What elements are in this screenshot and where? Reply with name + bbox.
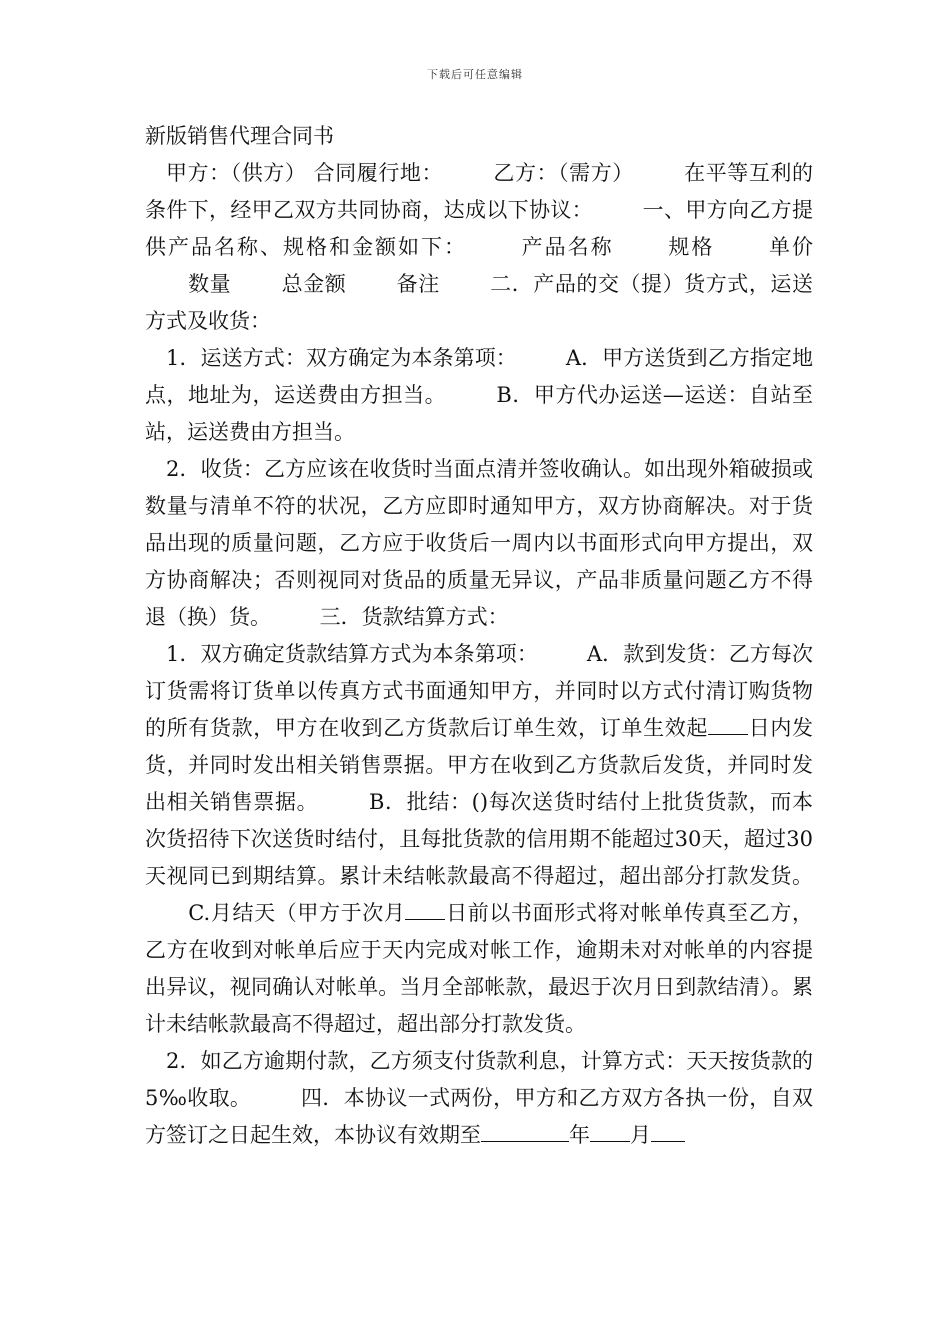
blank-statement-date [405, 918, 445, 920]
blank-valid-month [590, 1140, 630, 1142]
interest-text-part-1: 2．如乙方逾期付款，乙方须支付货款利息，计算方式：天天按货款的5‰收取。 四．本协议一式两份，甲方和乙方双方各执一份，自双方签订之日起生效，本协议有效期至 [145, 1049, 813, 1147]
paragraph-interest-term [145, 1043, 813, 1154]
interest-year-label: 年 [569, 1123, 590, 1147]
blank-delivery-days [708, 733, 748, 735]
paragraph-transport: 1．运送方式：双方确定为本条第项： A．甲方送货到乙方指定地点，地址为，运送费由方担当。 B．甲方代办运送—运送：自站至站，运送费由方担当。 [145, 346, 813, 444]
blank-valid-day [651, 1140, 685, 1142]
interest-month-label: 月 [630, 1123, 651, 1147]
payment-text-part-1: 1．双方确定货款结算方式为本条第项： A．款到发货：乙方每次订货需将订货单以传真方式书面通知甲方，并同时以方式付清订购货物的所有货款，甲方在收到乙方货款后订单生效，订单生效起 [145, 642, 813, 740]
document-body [145, 118, 813, 1154]
paragraph-parties: 甲方：（供方） 合同履行地： 乙方：（需方） 在平等互利的条件下，经甲乙双方共同协商，达成以下协议： 一、甲方向乙方提供产品名称、规格和金额如下： 产品名称 规格 单价 数量 总金额 备注 二．产品的交（提）货方式，运送方式及收货： [145, 161, 813, 333]
document-title: 新版销售代理合同书 [145, 124, 334, 148]
paragraph-receiving: 2．收货：乙方应该在收货时当面点清并签收确认。如出现外箱破损或数量与清单不符的状况，乙方应即时通知甲方，双方协商解决。对于货品出现的质量问题，乙方应于收货后一周内以书面形式向甲方提出，双方协商解决；否则视同对货品的质量无异议，产品非质量问题乙方不得退（换）货。 三．货款结算方式： [145, 457, 813, 629]
payment-text-part-2: 日内发货，并同时发出相关销售票据。甲方在收到乙方货款后发货，并同时发出相关销售票据。 B．批结：()每次送货时结付上批货货款，而本次货招待下次送货时结付，且每批货款的信用期不能超过30天，超过30天视同已到期结算。累计未结帐款最高不得超过，超出部分打款发货。 C.月结天（甲方于次月 [145, 716, 814, 925]
header-note: 下载后可任意编辑 [427, 68, 523, 81]
paragraph-payment [145, 636, 813, 1043]
payment-text-part-3: 日前以书面形式将对帐单传真至乙方，乙方在收到对帐单后应于天内完成对帐工作，逾期未对对帐单的内容提出异议，视同确认对帐单。当月全部帐款，最迟于次月日到款结清）。累计未结帐款最高不得超过，超出部分打款发货。 [145, 901, 814, 1036]
blank-valid-year [481, 1140, 569, 1142]
